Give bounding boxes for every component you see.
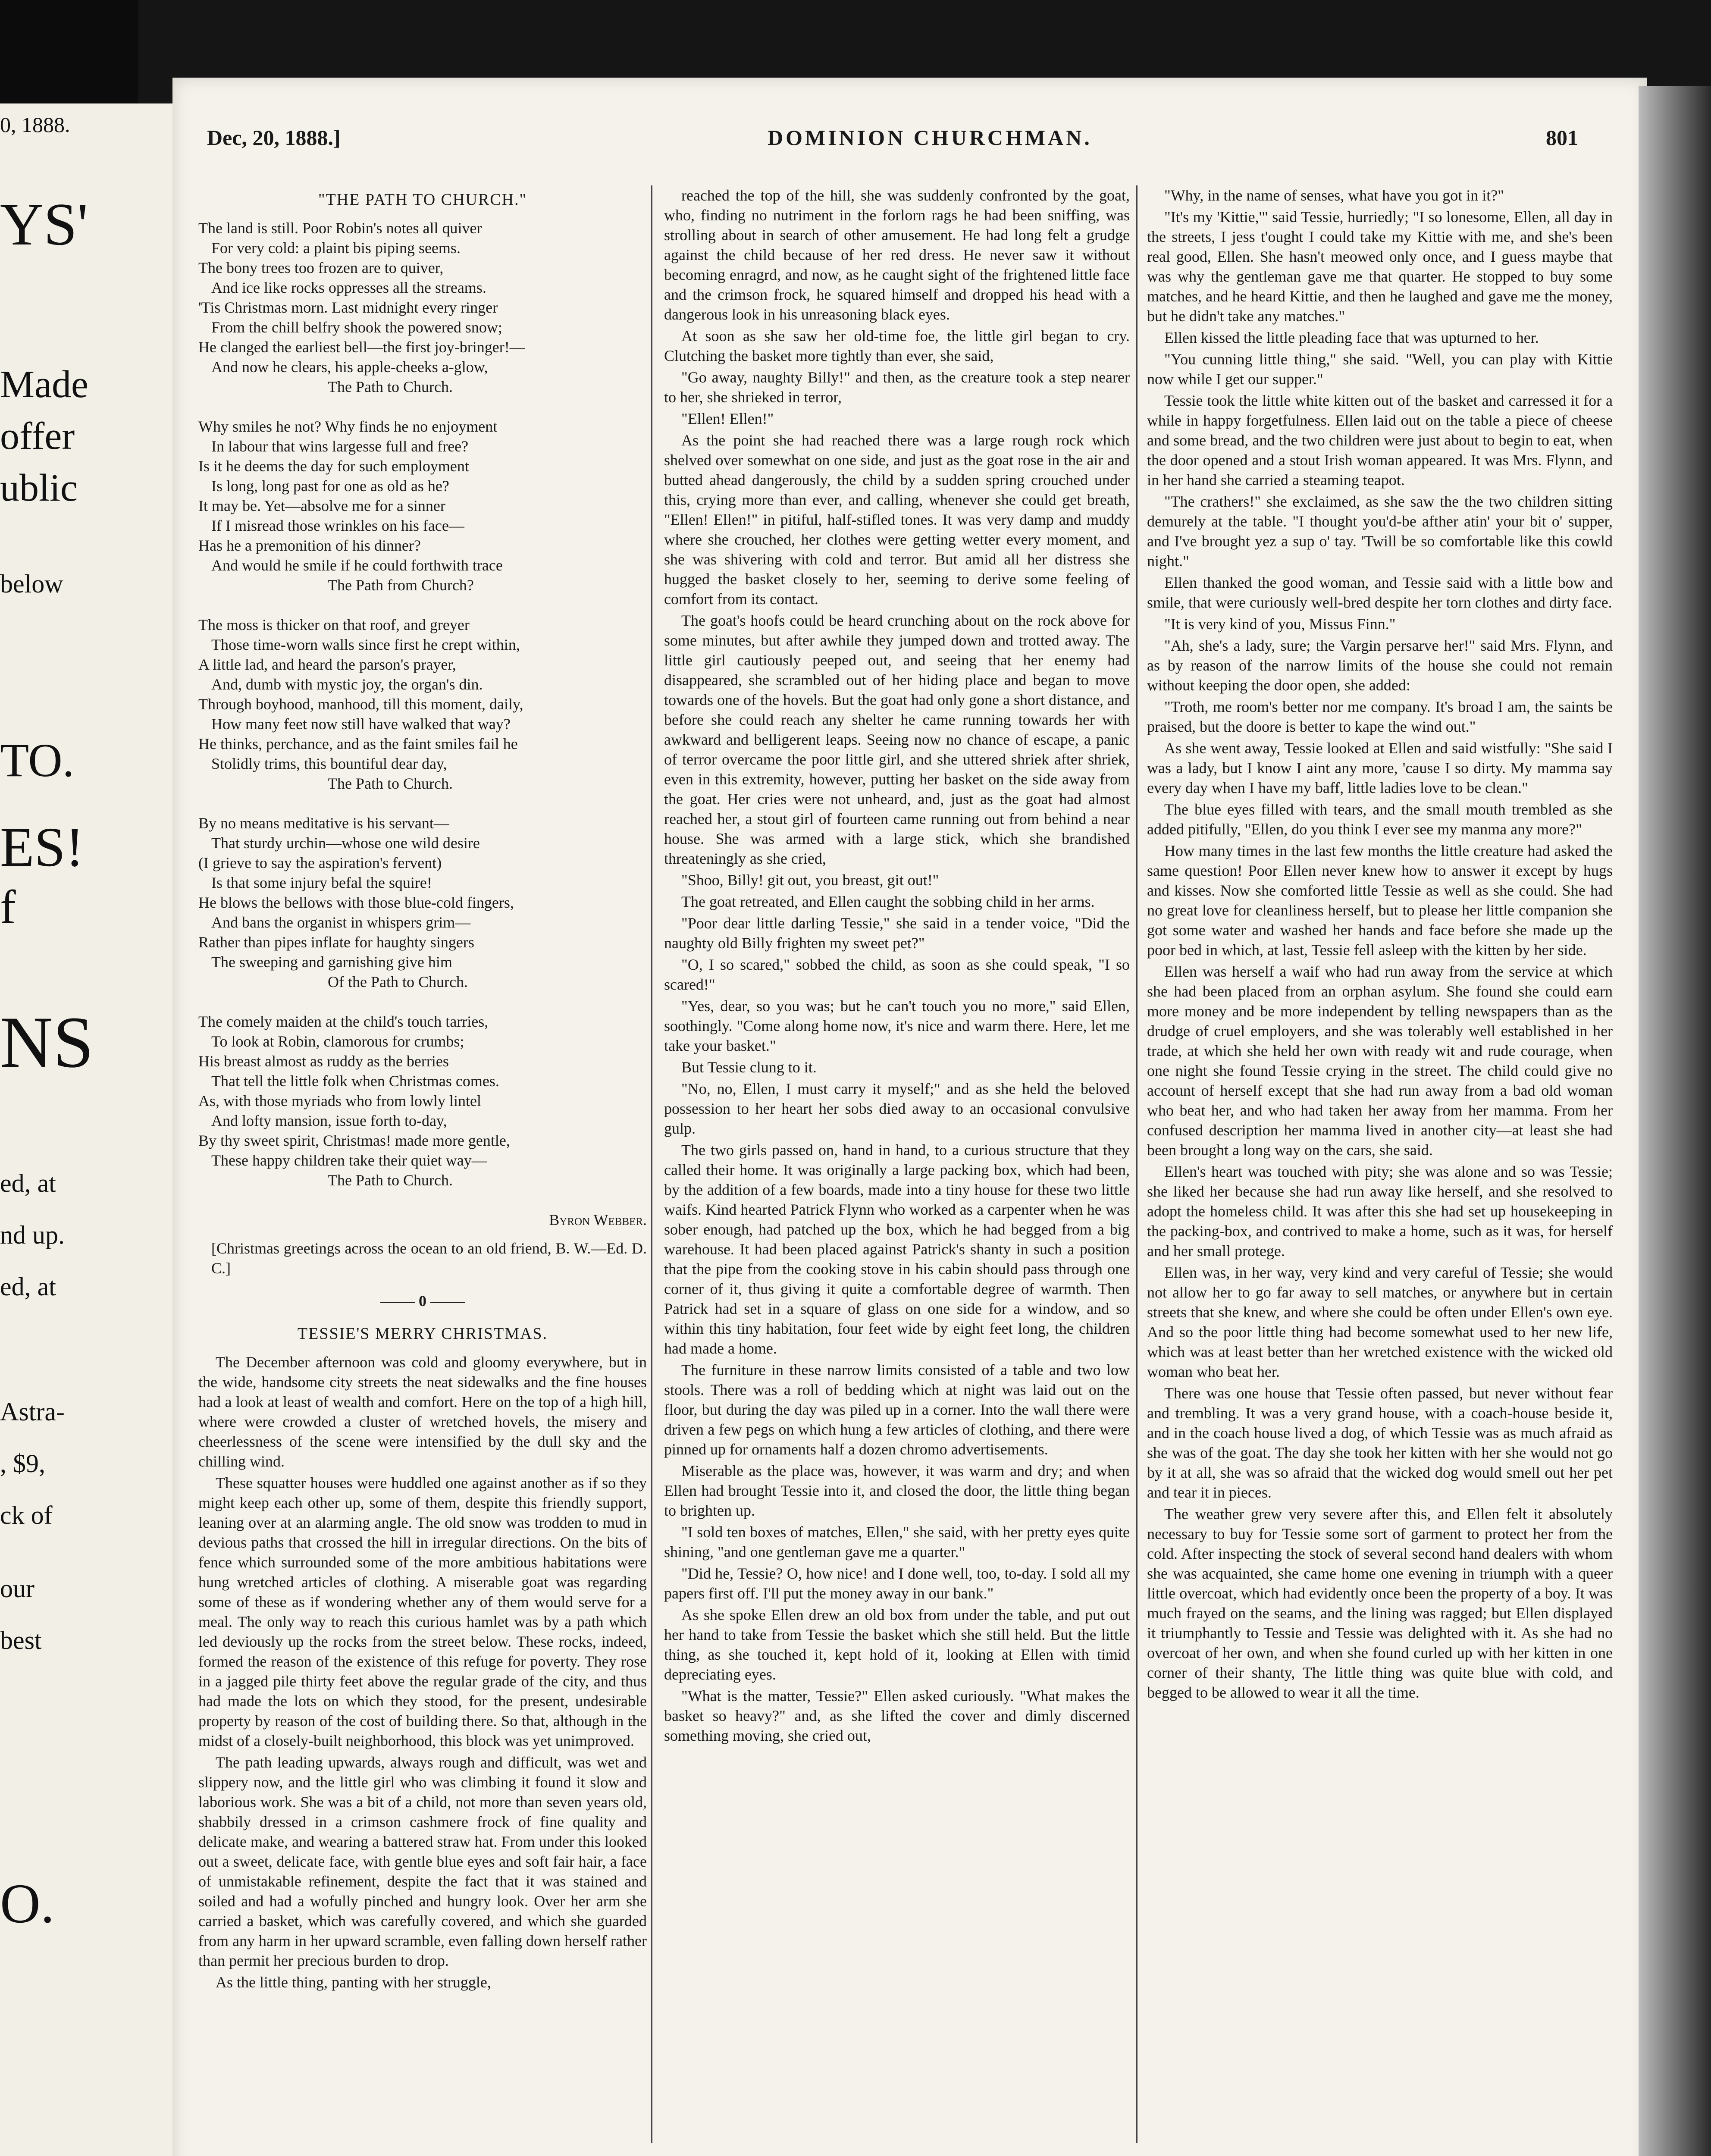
story-paragraph: The weather grew very severe after this, and Ellen felt it absolutely necessary to buy for Tessie some sort of garment to protect her from the cold. After inspecting the stock of several second hand dealers with whom she was acquainted, she came home one evening in triumph with a queer little overcoat, which had evidently once been the property of a boy. It was much frayed on the seams, and the lining was ragged; but Ellen displayed it triumphantly to Tessie and Tessie was delighted with it. As she had no overcoat of her own, and when she found curled up with her kitten in one corner of their shanty, The little thing was quite blue with cold, and begged to be allowed to wear it all the time. (1147, 1505, 1613, 1701)
story-paragraph: "No, no, Ellen, I must carry it myself;" and as she held the beloved possession to her heart her sobs died away to an occasional convulsive gulp. (664, 1080, 1130, 1137)
story-paragraph: The December afternoon was cold and gloomy everywhere, but in the wide, handsome city streets the neat sidewalks and the fine houses had a look at least of wealth and comfort. Here on the top of a high hill, where were crowded a cluster of wretched hovels, the misery and cheerlessness of the scene were intensified by the dull sky and the chilling wind. (198, 1354, 647, 1470)
poem-line: Has he a premonition of his dinner? (198, 537, 421, 554)
left-page-text: nd up. (0, 1221, 65, 1249)
column-3 (1147, 185, 1613, 1704)
story-paragraph: The goat's hoofs could be heard crunching about on the rock above for some minutes, but after awhile they jumped down and trotted away. The little girl cautiously peeped out, and seeing that her enemy had disappeared, she scrambled out of her hiding place and began to move towards one of the hovels. But the goat had only gone a short distance, and before she could reach any shelter he came running towards her with awkward and belligerent leaps. Seeing now no chance of escape, a panic of terror overcame the poor little girl, and she uttered shriek after shriek, even in this extremity, however, putting her basket on the side away from the goat. Her cries were not unheard, and, just as the goat had almost reached her, a stout girl of fourteen came running out from behind a near house. She was armed with a large stick, which she brandished threateningly as she cried, (664, 612, 1130, 867)
story-paragraph: "Why, in the name of senses, what have you got in it?" (1164, 187, 1504, 204)
story-paragraph: "O, I so scared," sobbed the child, as soon as she could speak, "I so scared!" (664, 956, 1130, 993)
story-paragraph: Ellen's heart was touched with pity; she was alone and so was Tessie; she liked her because she had run away like herself, and she resolved to adopt the homeless child. It was after this she had set up housekeeping in the packing-box, and contrived to make a home, such as it was, for herself and her small protege. (1147, 1163, 1613, 1260)
poem-line: (I grieve to say the aspiration's fervent) (198, 854, 442, 871)
story-paragraph: Ellen was herself a waif who had run away from the service at which she had been placed from an orphan asylum. She found she could earn more money and be more independent by telling newspapers than as the drudge of cruel employers, and she was tolerably well established in her trade, at which she held her own with ready wit and rude courage, when one night she found Tessie crying in the street. The child could give no account of herself except that she had run away from a bad old woman who beat her, and who had taken her away from her mamma. From her confused description her mamma lived in another city—at least she had been brought a long way on the cars, she said. (1147, 963, 1613, 1159)
story-paragraph: "What is the matter, Tessie?" Ellen asked curiously. "What makes the basket so heavy?" and, as she lifted the cover and dimly discerned something moving, she cried out, (664, 1687, 1130, 1744)
left-page-text: TO. (0, 734, 75, 787)
left-page-text: our (0, 1574, 34, 1603)
header-page-number: 801 (1546, 125, 1578, 150)
page-header (207, 125, 1578, 160)
left-page-text: , $9, (0, 1449, 45, 1478)
story-paragraph: Ellen thanked the good woman, and Tessie said with a little bow and smile, that were curiously well-bred despite her torn clothes and dirty face. (1147, 574, 1613, 611)
left-page-text: f (0, 881, 16, 933)
poem-line: Stolidly trims, this bountiful dear day, (211, 755, 447, 772)
poem-line: By no means meditative is his servant— (198, 815, 449, 832)
poem-line: 'Tis Christmas morn. Last midnight every ringer (198, 299, 498, 316)
poem-line: The Path to Church. (328, 1172, 453, 1189)
story-paragraph: "It is very kind of you, Missus Finn." (1164, 615, 1396, 633)
poem-line: Why smiles he not? Why finds he no enjoyment (198, 418, 498, 435)
story-paragraph: "Shoo, Billy! git out, you breast, git out!" (681, 871, 939, 889)
poem-line: If I misread those wrinkles on his face— (211, 517, 464, 534)
poem-line: How many feet now still have walked that way? (211, 715, 511, 733)
left-page-fragment (0, 103, 172, 2156)
poem-line: It may be. Yet—absolve me for a sinner (198, 497, 445, 514)
left-page-text: YS' (0, 191, 88, 258)
poem-line: And now he clears, his apple-cheeks a-glow, (211, 358, 488, 376)
poem-line: These happy children take their quiet way— (211, 1152, 487, 1169)
story-paragraph: Ellen was, in her way, very kind and very careful of Tessie; she would not allow her to go far away to sell matches, or anywhere but in certain streets that she knew, and where she could be often under Ellen's own eye. And so the poor little thing had become somewhat used to her new life, which was at least better than her wretched existence with the wicked old woman who beat her. (1147, 1264, 1613, 1380)
poem-line: To look at Robin, clamorous for crumbs; (211, 1033, 464, 1050)
story-paragraph: "Yes, dear, so you was; but he can't touch you no more," said Ellen, soothingly. "Come along home now, it's nice and warm there. Here, let me take your basket." (664, 997, 1130, 1054)
left-page-text: Made (0, 363, 88, 406)
poem-stanza (198, 417, 647, 595)
story-paragraph: As she went away, Tessie looked at Ellen and said wistfully: "She said I was a lady, but I know I aint any more, 'cause I so dirty. My mamma say every day when I have my baff, little ladies love to be clean." (1147, 740, 1613, 796)
story-paragraph: As the little thing, panting with her struggle, (216, 1974, 491, 1991)
column-rule (1136, 185, 1138, 2143)
poem-line: That tell the little folk when Christmas comes. (211, 1072, 499, 1090)
story-paragraph: "I sold ten boxes of matches, Ellen," she said, with her pretty eyes quite shining, "and one gentleman gave me a quarter." (664, 1523, 1130, 1561)
story-paragraph: The blue eyes filled with tears, and the small mouth trembled as she added pitifully, "Ellen, do you think I ever see my manma any more?" (1147, 801, 1613, 838)
poem-line: The Path to Church. (328, 775, 453, 792)
poem-signature: Byron Webber. (549, 1211, 647, 1228)
story-paragraph: "You cunning little thing," she said. "Well, you can play with Kittie now while I get our supper." (1147, 351, 1613, 388)
poem-line: The moss is thicker on that roof, and greyer (198, 616, 470, 633)
column-2 (664, 185, 1130, 1747)
story-paragraph: "Did he, Tessie? O, how nice! and I done well, too, to-day. I sold all my papers first off. I'll put the money away in our bank." (664, 1565, 1130, 1602)
column-rule (651, 185, 652, 2143)
story-paragraph: "The crathers!" she exclaimed, as she saw the the two children sitting demurely at the table. "I thought you'd-be afther atin' your bit o' supper, and I've brought yez a sup o' tay. 'Twill be so comfortable like this cowld night." (1147, 493, 1613, 570)
story-paragraph: At soon as she saw her old-time foe, the little girl began to cry. Clutching the basket more tightly than ever, she said, (664, 327, 1130, 364)
poem-line: His breast almost as ruddy as the berries (198, 1053, 449, 1070)
poem-line: The Path from Church? (328, 577, 474, 594)
story-paragraph: The two girls passed on, hand in hand, to a curious structure that they called their home. It was originally a large packing box, which had been, by the addition of a few boards, made into a tiny house for these two little waifs. Kind hearted Patrick Flynn who worked as a carpenter when he was sober enough, had patched up the box, which he had begged from a big warehouse. It had been placed against Patrick's shanty in such a position that the pipe from the cooking stove in his cabin should pass through one corner of it, thus giving it quite a comfortable degree of warmth. Then Patrick had set in a square of glass on one side for a window, and so within this tiny habitation, four feet wide by eight feet long, the children had made a home. (664, 1141, 1130, 1357)
story-title: TESSIE'S MERRY CHRISTMAS. (297, 1325, 548, 1343)
poem-line: A little lad, and heard the parson's prayer, (198, 656, 456, 673)
poem-line: That sturdy urchin—whose one wild desire (211, 834, 480, 852)
poem-line: In labour that wins largesse full and free? (211, 438, 469, 455)
story-paragraph: The goat retreated, and Ellen caught the sobbing child in her arms. (681, 893, 1095, 910)
left-page-text: NS (0, 1002, 94, 1083)
page-edge-shadow (1639, 86, 1711, 2156)
story-paragraph: As the point she had reached there was a large rough rock which shelved over somewhat on one side, and just as the goat rose in the air and butted ahead dangerously, the child by a sudden spring crouched under this, crying more than ever, and calling, whenever she could get breath, "Ellen! Ellen!" in pitiful, half-stifled tones. It was very damp and muddy where she crouched, her clothes were getting wetter every moment, and she was shivering with cold and terror. But amid all her distress she hugged the basket closely to her, seeming to derive some feeling of comfort from its contact. (664, 432, 1130, 608)
poem-line: By thy sweet spirit, Christmas! made more gentle, (198, 1132, 510, 1149)
poem-line: From the chill belfry shook the powered snow; (211, 319, 502, 336)
poem-line: The land is still. Poor Robin's notes all quiver (198, 219, 482, 237)
poem-line: Is long, long past for one as old as he? (211, 477, 449, 495)
poem (198, 218, 647, 1190)
story-paragraph: How many times in the last few months the little creature had asked the same question! Poor Ellen never knew how to answer it except by hugs and kisses. Now she comforted little Tessie as well as she could. She had no great love for cleanliness herself, but to please her little companion she got some water and washed her hands and face before she made up the poor bed in which, at last, Tessie fell asleep with the kitten by her side. (1147, 842, 1613, 959)
story-paragraph: These squatter houses were huddled one against another as if so they might keep each other up, some of them, despite this friendly support, leaning over at an alarming angle. The old snow was trodden to mud in devious paths that crossed the hill in irregular directions. On the bits of fence which surrounded some of the more ambitious habitations were hung wretched articles of clothing. A miserable goat was regarding some of these as if wondering whether any of them would serve for a meal. The only way to reach this curious hamlet was by a path which led deviously up the rocks from the street below. These rocks, indeed, formed the reason of the existence of this refuge for poverty. They rose in a jagged pile thirty feet above the regular grade of the city, and thus had made the lots on which they stood, for the present, undesirable property by reason of the cost of building there. So that, although in the midst of a closely-built neighborhood, this block was yet unimproved. (198, 1474, 647, 1749)
poem-line: The comely maiden at the child's touch tarries, (198, 1013, 489, 1030)
poem-line: And, dumb with mystic joy, the organ's din. (211, 676, 483, 693)
story-paragraph: "Troth, me room's better nor me company. It's broad I am, the saints be praised, but the doore is better to kape the wind out." (1147, 698, 1613, 735)
story-paragraph: Ellen kissed the little pleading face that was upturned to her. (1164, 329, 1539, 346)
left-page-text: 0, 1888. (0, 113, 70, 137)
story-paragraph: reached the top of the hill, she was suddenly confronted by the goat, who, finding no nutriment in the forlorn rags he had been sniffing, was strolling about in search of other amusement. He had long felt a grudge against the child because of her red dress. He never saw it without becoming enragrd, and now, as he caught sight of the frightened little face and the crimson frock, he squared himself and dropped his head with a dangerous look in his unreasoning black eyes. (664, 187, 1130, 323)
column-1 (198, 185, 647, 1994)
poem-note: [Christmas greetings across the ocean to an old friend, B. W.—Ed. D. C.] (211, 1240, 647, 1277)
poem-line: He thinks, perchance, and as the faint smiles fail he (198, 735, 518, 752)
left-page-text: Astra- (0, 1398, 65, 1426)
story-paragraph: Tessie took the little white kitten out of the basket and carressed it for a while in happy forgetfulness. Ellen laid out on the table a piece of cheese and some bread, and the two children were just about to begin to eat, when the door opened and a stout Irish woman appeared. It was Mrs. Flynn, and in her hand she carried a steaming teapot. (1147, 392, 1613, 489)
poem-line: Of the Path to Church. (328, 973, 468, 990)
poem-line: As, with those myriads who from lowly lintel (198, 1092, 481, 1109)
poem-line: The bony trees too frozen are to quiver, (198, 259, 444, 276)
poem-line: For very cold: a plaint bis piping seems. (211, 239, 461, 257)
left-page-text: ublic (0, 467, 78, 509)
story-paragraph: "Poor dear little darling Tessie," she said in a tender voice, "Did the naughty old Billy frighten my sweet pet?" (664, 915, 1130, 952)
left-page-text: ed, at (0, 1169, 56, 1197)
left-page-text: offer (0, 415, 75, 458)
poem-line: He clanged the earliest bell—the first joy-bringer!— (198, 338, 525, 356)
poem-line: The sweeping and garnishing give him (211, 953, 452, 971)
story-paragraph: As she spoke Ellen drew an old box from under the table, and put out her hand to take from Tessie the basket which she still held. But the little thing, as she touched it, kept hold of it, looking at Ellen with timid depreciating eyes. (664, 1606, 1130, 1683)
poem-line: Through boyhood, manhood, till this moment, daily, (198, 696, 523, 713)
poem-line: And would he smile if he could forthwith trace (211, 557, 503, 574)
poem-stanza (198, 615, 647, 793)
poem-line: Rather than pipes inflate for haughty singers (198, 934, 474, 951)
poem-line: Those time-worn walls since first he crept within, (211, 636, 520, 653)
poem-stanza (198, 218, 647, 397)
poem-line: Is that some injury befal the squire! (211, 874, 432, 891)
story-paragraph: "Go away, naughty Billy!" and then, as the creature took a step nearer to her, she shrieked in terror, (664, 369, 1130, 406)
poem-line: And lofty mansion, issue forth to-day, (211, 1112, 447, 1129)
header-paper-title: DOMINION CHURCHMAN. (768, 125, 1092, 150)
story-paragraph: Miserable as the place was, however, it was warm and dry; and when Ellen had brought Tessie into it, and closed the door, the little thing began to brighten up. (664, 1462, 1130, 1519)
left-page-text: O. (0, 1873, 55, 1935)
newspaper-page (172, 78, 1647, 2156)
left-page-text: ck of (0, 1501, 53, 1529)
poem-stanza (198, 1012, 647, 1190)
poem-line: And ice like rocks oppresses all the streams. (211, 279, 486, 296)
left-page-text: below (0, 570, 63, 598)
poem-line: The Path to Church. (328, 378, 453, 395)
story-paragraph: The path leading upwards, always rough and difficult, was wet and slippery now, and the little girl who was climbing it found it slow and laborious work. She was a bit of a child, not more than seven years old, shabbily dressed in a crimson cashmere frock of fine quality and delicate make, and wearing a battered straw hat. From under this looked out a sweet, delicate face, with gentle blue eyes and soft fair hair, a face of unmistakable refinement, despite the fact that it was stained and soiled and had a wofully pinched and hungry look. Over her arm she carried a basket, which was carefully covered, and which she guarded from any harm in her upward scramble, even falling down herself rather than permit her precious burden to drop. (198, 1754, 647, 1969)
poem-line: And bans the organist in whispers grim— (211, 914, 471, 931)
story-paragraph: There was one house that Tessie often passed, but never without fear and trembling. It was a very grand house, with a coach-house beside it, and in the coach house lived a dog, of which Tessie was as much afraid as she was of the goat. The day she took her kitten with her she would not go by it at all, she was so afraid that the wicked dog would smell out her pet and tear it in pieces. (1147, 1385, 1613, 1501)
story-paragraph: "It's my 'Kittie,'" said Tessie, hurriedly; "I so lonesome, Ellen, all day in the streets, I jess t'ought I could take my Kittie with me, and she's been real good, Ellen. She hasn't meowed only once, and I guess maybe that was why the gentleman gave me that quarter. He stopped to buy some matches, and he heard Kittie, and then he laughed and gave me the money, but he didn't take any matches." (1147, 208, 1613, 325)
section-divider: 0 (198, 1291, 647, 1311)
header-date: Dec, 20, 1888.] (207, 125, 341, 150)
story-paragraph: The furniture in these narrow limits consisted of a table and two low stools. There was a roll of bedding which at night was laid out on the floor, but during the day was piled up in a corner. Into the wall there were driven a few pegs on which hung a few articles of clothing, and there were pinned up for ornaments half a dozen chromo advertisements. (664, 1361, 1130, 1458)
poem-title: "THE PATH TO CHURCH." (318, 191, 527, 209)
poem-stanza (198, 813, 647, 992)
left-page-text: best (0, 1626, 42, 1655)
left-page-text: ES! (0, 816, 84, 878)
poem-line: He blows the bellows with those blue-cold fingers, (198, 894, 514, 911)
left-page-text: ed, at (0, 1272, 56, 1301)
story-paragraph: "Ellen! Ellen!" (681, 410, 774, 427)
story-paragraph: But Tessie clung to it. (681, 1059, 817, 1076)
story-paragraph: "Ah, she's a lady, sure; the Vargin persarve her!" said Mrs. Flynn, and as by reason of the narrow limits of the house she could not remain without keeping the door open, she added: (1147, 637, 1613, 694)
poem-line: Is it he deems the day for such employment (198, 458, 469, 475)
story-column-1 (198, 1352, 647, 1992)
